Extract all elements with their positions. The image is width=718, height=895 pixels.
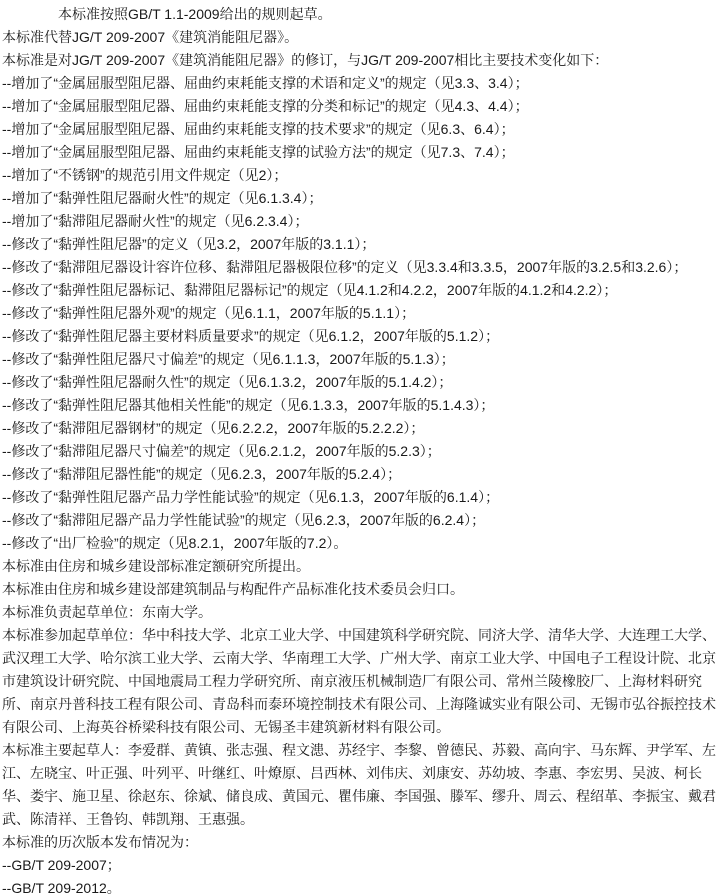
paragraph-participating-orgs: 本标准参加起草单位：华中科技大学、北京工业大学、中国建筑科学研究院、同济大学、清华大学、大连理工大学、武汉理工大学、哈尔滨工业大学、云南大学、华南理工大学、广州大学、南京工业大学、中国电子工程设计院、北京市建筑设计研究院、中国地震局工程力学研究所、南京液压机械制造厂有限公司、常州兰陵橡胶厂、上海材料研究所、南京丹普科技工程有限公司、青岛科而泰环境控制技术有限公司、上海隆诚实业有限公司、无锡市弘谷振控技术有限公司、上海英谷桥梁科技有限公司、无锡圣丰建筑新材料有限公司。 <box>2 627 716 735</box>
change-item: --增加了“金属屈服型阻尼器、屈曲约束耗能支撑的试验方法”的规定（见7.3、7.4）； <box>2 144 515 160</box>
previous-edition-item: --GB/T 209-2007； <box>2 857 121 873</box>
change-item: --增加了“黏滞阻尼器耐火性”的规定（见6.2.3.4）； <box>2 213 309 229</box>
paragraph-replaces: 本标准代替JG/T 209-2007《建筑消能阻尼器》。 <box>2 29 299 45</box>
change-item: --修改了“黏弹性阻尼器主要材料质量要求”的规定（见6.1.2，2007年版的5.1.2）； <box>2 328 500 344</box>
paragraph-previous-editions-intro: 本标准的历次版本发布情况为： <box>2 834 198 850</box>
change-item: --修改了“黏弹性阻尼器”的定义（见3.2，2007年版的3.1.1）； <box>2 236 376 252</box>
change-item: --增加了“金属屈服型阻尼器、屈曲约束耗能支撑的技术要求”的规定（见6.3、6.4）； <box>2 121 515 137</box>
change-item: --增加了“黏弹性阻尼器耐火性”的规定（见6.1.3.4）； <box>2 190 323 206</box>
change-item: --修改了“黏弹性阻尼器标记、黏滞阻尼器标记”的规定（见4.1.2和4.2.2，2007年版的4.1.2和4.2.2）； <box>2 282 618 298</box>
change-item: --修改了“黏弹性阻尼器外观”的规定（见6.1.1，2007年版的5.1.1）； <box>2 305 416 321</box>
paragraph-main-drafters: 本标准主要起草人：李爱群、黄镇、张志强、程文漶、苏经宇、李黎、曾德民、苏毅、高向宇、马东辉、尹学军、左江、左晓宝、叶正强、叶列平、叶继红、叶燎原、吕西林、刘伟庆、刘康安、苏幼坡、李惠、李宏男、吴波、柯长华、娄宇、施卫星、徐赵东、徐斌、储良成、黄国元、瞿伟廉、李国强、滕军、缪升、周云、程绍革、李振宝、戴君武、陈清祥、王鲁钧、韩凯翔、王惠强。 <box>2 742 716 827</box>
change-item: --增加了“金属屈服型阻尼器、屈曲约束耗能支撑的分类和标记”的规定（见4.3、4.4）； <box>2 98 529 114</box>
paragraph-under-jurisdiction: 本标准由住房和城乡建设部建筑制品与构配件产品标准化技术委员会归口。 <box>2 581 464 597</box>
change-item: --修改了“黏弹性阻尼器产品力学性能试验”的规定（见6.1.3，2007年版的6.1.4）； <box>2 489 500 505</box>
previous-edition-item: --GB/T 209-2012。 <box>2 880 121 895</box>
paragraph-drafting-rule: 本标准按照GB/T 1.1-2009给出的规则起草。 <box>58 6 332 22</box>
change-item: --修改了“黏弹性阻尼器尺寸偏差”的规定（见6.1.1.3，2007年版的5.1.3）； <box>2 351 455 367</box>
change-item: --增加了“不锈钢”的规范引用文件规定（见2）； <box>2 167 288 183</box>
paragraph-chief-drafting-org: 本标准负责起草单位：东南大学。 <box>2 604 212 620</box>
change-item: --修改了“出厂检验”的规定（见8.2.1，2007年版的7.2）。 <box>2 535 348 551</box>
change-item: --修改了“黏滞阻尼器性能”的规定（见6.2.3，2007年版的5.2.4）； <box>2 466 402 482</box>
paragraph-proposed-by: 本标准由住房和城乡建设部标准定额研究所提出。 <box>2 558 310 574</box>
change-item: --修改了“黏弹性阻尼器其他相关性能”的规定（见6.1.3.3，2007年版的5.1.4.3）； <box>2 397 495 413</box>
change-item: --增加了“金属屈服型阻尼器、屈曲约束耗能支撑的术语和定义”的规定（见3.3、3.4）； <box>2 75 529 91</box>
change-item: --修改了“黏滞阻尼器尺寸偏差”的规定（见6.2.1.2，2007年版的5.2.3）； <box>2 443 441 459</box>
change-item: --修改了“黏滞阻尼器钢材”的规定（见6.2.2.2，2007年版的5.2.2.2）； <box>2 420 425 436</box>
paragraph-revision-intro: 本标准是对JG/T 209-2007《建筑消能阻尼器》的修订，与JG/T 209-2007相比主要技术变化如下： <box>2 52 609 68</box>
change-item: --修改了“黏滞阻尼器设计容许位移、黏滞阻尼器极限位移”的定义（见3.3.4和3.3.5，2007年版的3.2.5和3.2.6）； <box>2 259 688 275</box>
change-item: --修改了“黏滞阻尼器产品力学性能试验”的规定（见6.2.3，2007年版的6.2.4）； <box>2 512 486 528</box>
change-item: --修改了“黏弹性阻尼器耐久性”的规定（见6.1.3.2，2007年版的5.1.4.2）； <box>2 374 453 390</box>
